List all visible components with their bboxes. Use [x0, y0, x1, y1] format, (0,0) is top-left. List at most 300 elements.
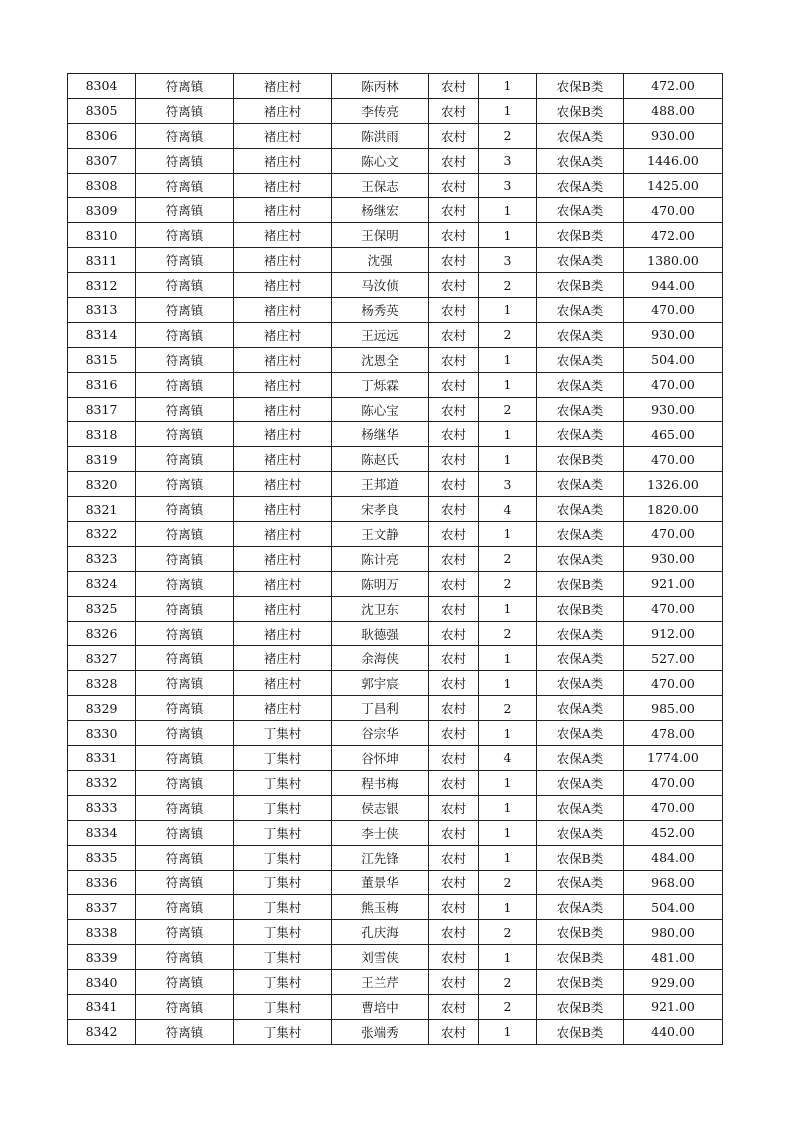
- cell-town: 符离镇: [136, 422, 234, 447]
- cell-name: 王远远: [332, 322, 429, 347]
- table-row: [68, 845, 723, 870]
- cell-name: 曹培中: [332, 994, 429, 1019]
- table-row: [68, 74, 723, 99]
- cell-name: 王保志: [332, 173, 429, 198]
- cell-amount: 484.00: [624, 845, 723, 870]
- table-row: [68, 621, 723, 646]
- cell-village: 丁集村: [234, 721, 332, 746]
- cell-town: 符离镇: [136, 148, 234, 173]
- cell-household-size: 1: [479, 447, 537, 472]
- cell-household-size: 2: [479, 870, 537, 895]
- benefit-table: [67, 73, 723, 1045]
- cell-amount: 921.00: [624, 571, 723, 596]
- cell-town: 符离镇: [136, 298, 234, 323]
- cell-area-type: 农村: [429, 970, 479, 995]
- table-row: [68, 646, 723, 671]
- cell-amount: 1820.00: [624, 497, 723, 522]
- table-row: [68, 1019, 723, 1044]
- cell-amount: 980.00: [624, 920, 723, 945]
- cell-village: 褚庄村: [234, 248, 332, 273]
- cell-category: 农保A类: [537, 770, 624, 795]
- cell-area-type: 农村: [429, 198, 479, 223]
- cell-village: 丁集村: [234, 1019, 332, 1044]
- cell-village: 褚庄村: [234, 372, 332, 397]
- cell-household-size: 2: [479, 273, 537, 298]
- cell-category: 农保A类: [537, 472, 624, 497]
- cell-town: 符离镇: [136, 123, 234, 148]
- cell-area-type: 农村: [429, 596, 479, 621]
- cell-area-type: 农村: [429, 422, 479, 447]
- cell-area-type: 农村: [429, 646, 479, 671]
- cell-household-size: 1: [479, 1019, 537, 1044]
- cell-town: 符离镇: [136, 372, 234, 397]
- table-row: [68, 895, 723, 920]
- cell-area-type: 农村: [429, 347, 479, 372]
- table-row: [68, 696, 723, 721]
- cell-name: 陈赵氏: [332, 447, 429, 472]
- cell-household-size: 1: [479, 372, 537, 397]
- cell-town: 符离镇: [136, 571, 234, 596]
- cell-category: 农保B类: [537, 945, 624, 970]
- cell-row-number: 8305: [68, 98, 136, 123]
- cell-amount: 470.00: [624, 198, 723, 223]
- cell-row-number: 8324: [68, 571, 136, 596]
- cell-town: 符离镇: [136, 322, 234, 347]
- cell-household-size: 2: [479, 696, 537, 721]
- cell-category: 农保A类: [537, 173, 624, 198]
- cell-town: 符离镇: [136, 994, 234, 1019]
- cell-village: 褚庄村: [234, 472, 332, 497]
- cell-village: 丁集村: [234, 845, 332, 870]
- cell-amount: 1425.00: [624, 173, 723, 198]
- table-row: [68, 546, 723, 571]
- cell-area-type: 农村: [429, 870, 479, 895]
- table-row: [68, 123, 723, 148]
- cell-row-number: 8323: [68, 546, 136, 571]
- cell-row-number: 8328: [68, 671, 136, 696]
- cell-town: 符离镇: [136, 870, 234, 895]
- cell-amount: 488.00: [624, 98, 723, 123]
- cell-household-size: 3: [479, 248, 537, 273]
- table-row: [68, 223, 723, 248]
- cell-town: 符离镇: [136, 770, 234, 795]
- cell-row-number: 8306: [68, 123, 136, 148]
- cell-name: 余海侠: [332, 646, 429, 671]
- cell-village: 丁集村: [234, 970, 332, 995]
- cell-amount: 527.00: [624, 646, 723, 671]
- cell-row-number: 8340: [68, 970, 136, 995]
- cell-amount: 1326.00: [624, 472, 723, 497]
- cell-area-type: 农村: [429, 895, 479, 920]
- cell-household-size: 2: [479, 920, 537, 945]
- cell-row-number: 8313: [68, 298, 136, 323]
- cell-town: 符离镇: [136, 98, 234, 123]
- table-body: [68, 74, 723, 1045]
- cell-household-size: 1: [479, 795, 537, 820]
- table-row: [68, 596, 723, 621]
- cell-town: 符离镇: [136, 173, 234, 198]
- cell-category: 农保A类: [537, 546, 624, 571]
- cell-village: 丁集村: [234, 795, 332, 820]
- cell-town: 符离镇: [136, 546, 234, 571]
- cell-row-number: 8337: [68, 895, 136, 920]
- table-row: [68, 920, 723, 945]
- cell-town: 符离镇: [136, 746, 234, 771]
- cell-area-type: 农村: [429, 795, 479, 820]
- cell-town: 符离镇: [136, 945, 234, 970]
- cell-name: 王保明: [332, 223, 429, 248]
- table-row: [68, 198, 723, 223]
- cell-household-size: 1: [479, 74, 537, 99]
- cell-village: 丁集村: [234, 820, 332, 845]
- table-row: [68, 148, 723, 173]
- cell-area-type: 农村: [429, 571, 479, 596]
- cell-household-size: 1: [479, 298, 537, 323]
- cell-category: 农保A类: [537, 422, 624, 447]
- cell-household-size: 1: [479, 422, 537, 447]
- cell-area-type: 农村: [429, 945, 479, 970]
- cell-amount: 470.00: [624, 795, 723, 820]
- cell-household-size: 1: [479, 223, 537, 248]
- table-row: [68, 671, 723, 696]
- cell-row-number: 8311: [68, 248, 136, 273]
- cell-name: 丁烁霖: [332, 372, 429, 397]
- cell-village: 丁集村: [234, 870, 332, 895]
- cell-row-number: 8318: [68, 422, 136, 447]
- cell-name: 谷怀坤: [332, 746, 429, 771]
- cell-household-size: 1: [479, 721, 537, 746]
- cell-town: 符离镇: [136, 721, 234, 746]
- cell-name: 丁昌利: [332, 696, 429, 721]
- cell-category: 农保B类: [537, 920, 624, 945]
- cell-village: 褚庄村: [234, 322, 332, 347]
- cell-row-number: 8325: [68, 596, 136, 621]
- table-row: [68, 248, 723, 273]
- cell-category: 农保A类: [537, 870, 624, 895]
- cell-amount: 472.00: [624, 223, 723, 248]
- cell-household-size: 2: [479, 970, 537, 995]
- cell-household-size: 1: [479, 895, 537, 920]
- cell-row-number: 8326: [68, 621, 136, 646]
- cell-town: 符离镇: [136, 795, 234, 820]
- cell-village: 褚庄村: [234, 123, 332, 148]
- table-row: [68, 173, 723, 198]
- cell-name: 王文静: [332, 522, 429, 547]
- cell-category: 农保B类: [537, 596, 624, 621]
- cell-amount: 921.00: [624, 994, 723, 1019]
- cell-name: 杨继宏: [332, 198, 429, 223]
- cell-row-number: 8307: [68, 148, 136, 173]
- cell-name: 郭宇宸: [332, 671, 429, 696]
- table-row: [68, 98, 723, 123]
- cell-category: 农保A类: [537, 721, 624, 746]
- cell-row-number: 8316: [68, 372, 136, 397]
- cell-area-type: 农村: [429, 273, 479, 298]
- cell-village: 褚庄村: [234, 422, 332, 447]
- cell-category: 农保A类: [537, 522, 624, 547]
- cell-name: 刘雪侠: [332, 945, 429, 970]
- cell-village: 褚庄村: [234, 696, 332, 721]
- cell-amount: 504.00: [624, 347, 723, 372]
- cell-household-size: 2: [479, 994, 537, 1019]
- cell-household-size: 3: [479, 148, 537, 173]
- cell-name: 董景华: [332, 870, 429, 895]
- cell-town: 符离镇: [136, 472, 234, 497]
- cell-name: 沈恩全: [332, 347, 429, 372]
- table-row: [68, 746, 723, 771]
- cell-amount: 1380.00: [624, 248, 723, 273]
- cell-category: 农保B类: [537, 571, 624, 596]
- cell-category: 农保A类: [537, 347, 624, 372]
- cell-household-size: 1: [479, 596, 537, 621]
- cell-category: 农保A类: [537, 895, 624, 920]
- cell-area-type: 农村: [429, 248, 479, 273]
- cell-town: 符离镇: [136, 273, 234, 298]
- cell-category: 农保A类: [537, 397, 624, 422]
- table-row: [68, 522, 723, 547]
- cell-household-size: 2: [479, 322, 537, 347]
- cell-row-number: 8308: [68, 173, 136, 198]
- table-row: [68, 721, 723, 746]
- cell-name: 宋孝良: [332, 497, 429, 522]
- cell-area-type: 农村: [429, 74, 479, 99]
- table-row: [68, 372, 723, 397]
- cell-amount: 930.00: [624, 322, 723, 347]
- cell-village: 丁集村: [234, 770, 332, 795]
- cell-row-number: 8342: [68, 1019, 136, 1044]
- cell-row-number: 8320: [68, 472, 136, 497]
- cell-town: 符离镇: [136, 646, 234, 671]
- cell-category: 农保A类: [537, 298, 624, 323]
- cell-household-size: 1: [479, 820, 537, 845]
- cell-amount: 470.00: [624, 671, 723, 696]
- cell-amount: 930.00: [624, 546, 723, 571]
- cell-row-number: 8319: [68, 447, 136, 472]
- cell-amount: 985.00: [624, 696, 723, 721]
- table-row: [68, 298, 723, 323]
- cell-town: 符离镇: [136, 596, 234, 621]
- cell-row-number: 8338: [68, 920, 136, 945]
- cell-area-type: 农村: [429, 472, 479, 497]
- cell-area-type: 农村: [429, 546, 479, 571]
- cell-town: 符离镇: [136, 671, 234, 696]
- cell-town: 符离镇: [136, 347, 234, 372]
- cell-village: 褚庄村: [234, 98, 332, 123]
- cell-area-type: 农村: [429, 621, 479, 646]
- cell-village: 褚庄村: [234, 74, 332, 99]
- cell-row-number: 8314: [68, 322, 136, 347]
- cell-row-number: 8336: [68, 870, 136, 895]
- cell-town: 符离镇: [136, 820, 234, 845]
- cell-village: 褚庄村: [234, 546, 332, 571]
- cell-amount: 930.00: [624, 123, 723, 148]
- cell-amount: 912.00: [624, 621, 723, 646]
- cell-village: 褚庄村: [234, 347, 332, 372]
- cell-category: 农保A类: [537, 497, 624, 522]
- table-row: [68, 397, 723, 422]
- cell-category: 农保A类: [537, 820, 624, 845]
- cell-amount: 968.00: [624, 870, 723, 895]
- cell-area-type: 农村: [429, 372, 479, 397]
- cell-town: 符离镇: [136, 621, 234, 646]
- cell-category: 农保A类: [537, 198, 624, 223]
- cell-name: 熊玉梅: [332, 895, 429, 920]
- cell-name: 杨继华: [332, 422, 429, 447]
- table-row: [68, 571, 723, 596]
- cell-name: 耿德强: [332, 621, 429, 646]
- cell-category: 农保B类: [537, 845, 624, 870]
- cell-name: 程书梅: [332, 770, 429, 795]
- cell-amount: 470.00: [624, 522, 723, 547]
- cell-category: 农保A类: [537, 696, 624, 721]
- cell-village: 褚庄村: [234, 671, 332, 696]
- cell-village: 褚庄村: [234, 397, 332, 422]
- cell-household-size: 3: [479, 472, 537, 497]
- cell-amount: 504.00: [624, 895, 723, 920]
- cell-category: 农保A类: [537, 746, 624, 771]
- cell-category: 农保A类: [537, 248, 624, 273]
- cell-town: 符离镇: [136, 198, 234, 223]
- cell-household-size: 2: [479, 571, 537, 596]
- cell-row-number: 8332: [68, 770, 136, 795]
- cell-amount: 452.00: [624, 820, 723, 845]
- cell-household-size: 1: [479, 646, 537, 671]
- cell-name: 谷宗华: [332, 721, 429, 746]
- cell-name: 李传亮: [332, 98, 429, 123]
- cell-amount: 472.00: [624, 74, 723, 99]
- table-row: [68, 447, 723, 472]
- cell-town: 符离镇: [136, 895, 234, 920]
- cell-household-size: 1: [479, 671, 537, 696]
- table-row: [68, 770, 723, 795]
- cell-name: 陈洪雨: [332, 123, 429, 148]
- cell-category: 农保B类: [537, 970, 624, 995]
- cell-village: 丁集村: [234, 895, 332, 920]
- cell-amount: 470.00: [624, 372, 723, 397]
- cell-name: 陈心宝: [332, 397, 429, 422]
- cell-row-number: 8310: [68, 223, 136, 248]
- cell-category: 农保A类: [537, 322, 624, 347]
- cell-category: 农保B类: [537, 1019, 624, 1044]
- cell-amount: 470.00: [624, 596, 723, 621]
- cell-village: 丁集村: [234, 945, 332, 970]
- cell-name: 陈丙林: [332, 74, 429, 99]
- cell-row-number: 8329: [68, 696, 136, 721]
- cell-row-number: 8309: [68, 198, 136, 223]
- cell-name: 侯志银: [332, 795, 429, 820]
- cell-category: 农保B类: [537, 447, 624, 472]
- cell-amount: 470.00: [624, 298, 723, 323]
- cell-row-number: 8304: [68, 74, 136, 99]
- cell-household-size: 1: [479, 522, 537, 547]
- cell-area-type: 农村: [429, 98, 479, 123]
- cell-area-type: 农村: [429, 123, 479, 148]
- cell-area-type: 农村: [429, 721, 479, 746]
- cell-amount: 929.00: [624, 970, 723, 995]
- cell-town: 符离镇: [136, 223, 234, 248]
- cell-category: 农保A类: [537, 671, 624, 696]
- cell-name: 杨秀英: [332, 298, 429, 323]
- cell-household-size: 1: [479, 98, 537, 123]
- cell-category: 农保B类: [537, 223, 624, 248]
- cell-village: 丁集村: [234, 920, 332, 945]
- cell-name: 王邦道: [332, 472, 429, 497]
- cell-amount: 481.00: [624, 945, 723, 970]
- cell-town: 符离镇: [136, 397, 234, 422]
- cell-village: 褚庄村: [234, 621, 332, 646]
- cell-village: 褚庄村: [234, 223, 332, 248]
- cell-category: 农保A类: [537, 123, 624, 148]
- cell-household-size: 1: [479, 770, 537, 795]
- cell-name: 陈明万: [332, 571, 429, 596]
- cell-village: 褚庄村: [234, 596, 332, 621]
- cell-area-type: 农村: [429, 497, 479, 522]
- cell-row-number: 8322: [68, 522, 136, 547]
- cell-name: 沈卫东: [332, 596, 429, 621]
- cell-town: 符离镇: [136, 447, 234, 472]
- cell-name: 孔庆海: [332, 920, 429, 945]
- cell-area-type: 农村: [429, 746, 479, 771]
- cell-area-type: 农村: [429, 696, 479, 721]
- cell-area-type: 农村: [429, 671, 479, 696]
- table-row: [68, 945, 723, 970]
- cell-household-size: 2: [479, 621, 537, 646]
- cell-amount: 1774.00: [624, 746, 723, 771]
- cell-village: 褚庄村: [234, 173, 332, 198]
- table-row: [68, 472, 723, 497]
- cell-row-number: 8331: [68, 746, 136, 771]
- cell-category: 农保A类: [537, 148, 624, 173]
- cell-category: 农保A类: [537, 646, 624, 671]
- cell-area-type: 农村: [429, 298, 479, 323]
- cell-village: 褚庄村: [234, 447, 332, 472]
- cell-area-type: 农村: [429, 148, 479, 173]
- cell-name: 张端秀: [332, 1019, 429, 1044]
- cell-village: 褚庄村: [234, 497, 332, 522]
- cell-village: 褚庄村: [234, 273, 332, 298]
- cell-category: 农保B类: [537, 74, 624, 99]
- cell-village: 褚庄村: [234, 298, 332, 323]
- cell-amount: 465.00: [624, 422, 723, 447]
- cell-category: 农保A类: [537, 372, 624, 397]
- table-row: [68, 970, 723, 995]
- cell-town: 符离镇: [136, 1019, 234, 1044]
- cell-town: 符离镇: [136, 970, 234, 995]
- cell-area-type: 农村: [429, 173, 479, 198]
- table-row: [68, 422, 723, 447]
- cell-household-size: 2: [479, 397, 537, 422]
- cell-row-number: 8334: [68, 820, 136, 845]
- table-row: [68, 347, 723, 372]
- cell-area-type: 农村: [429, 522, 479, 547]
- cell-village: 丁集村: [234, 994, 332, 1019]
- cell-household-size: 2: [479, 546, 537, 571]
- cell-name: 李士侠: [332, 820, 429, 845]
- cell-household-size: 3: [479, 173, 537, 198]
- cell-amount: 440.00: [624, 1019, 723, 1044]
- cell-area-type: 农村: [429, 920, 479, 945]
- cell-town: 符离镇: [136, 845, 234, 870]
- table-row: [68, 820, 723, 845]
- cell-town: 符离镇: [136, 522, 234, 547]
- cell-household-size: 2: [479, 123, 537, 148]
- cell-area-type: 农村: [429, 322, 479, 347]
- cell-amount: 930.00: [624, 397, 723, 422]
- table-row: [68, 994, 723, 1019]
- cell-row-number: 8321: [68, 497, 136, 522]
- cell-category: 农保B类: [537, 98, 624, 123]
- cell-town: 符离镇: [136, 497, 234, 522]
